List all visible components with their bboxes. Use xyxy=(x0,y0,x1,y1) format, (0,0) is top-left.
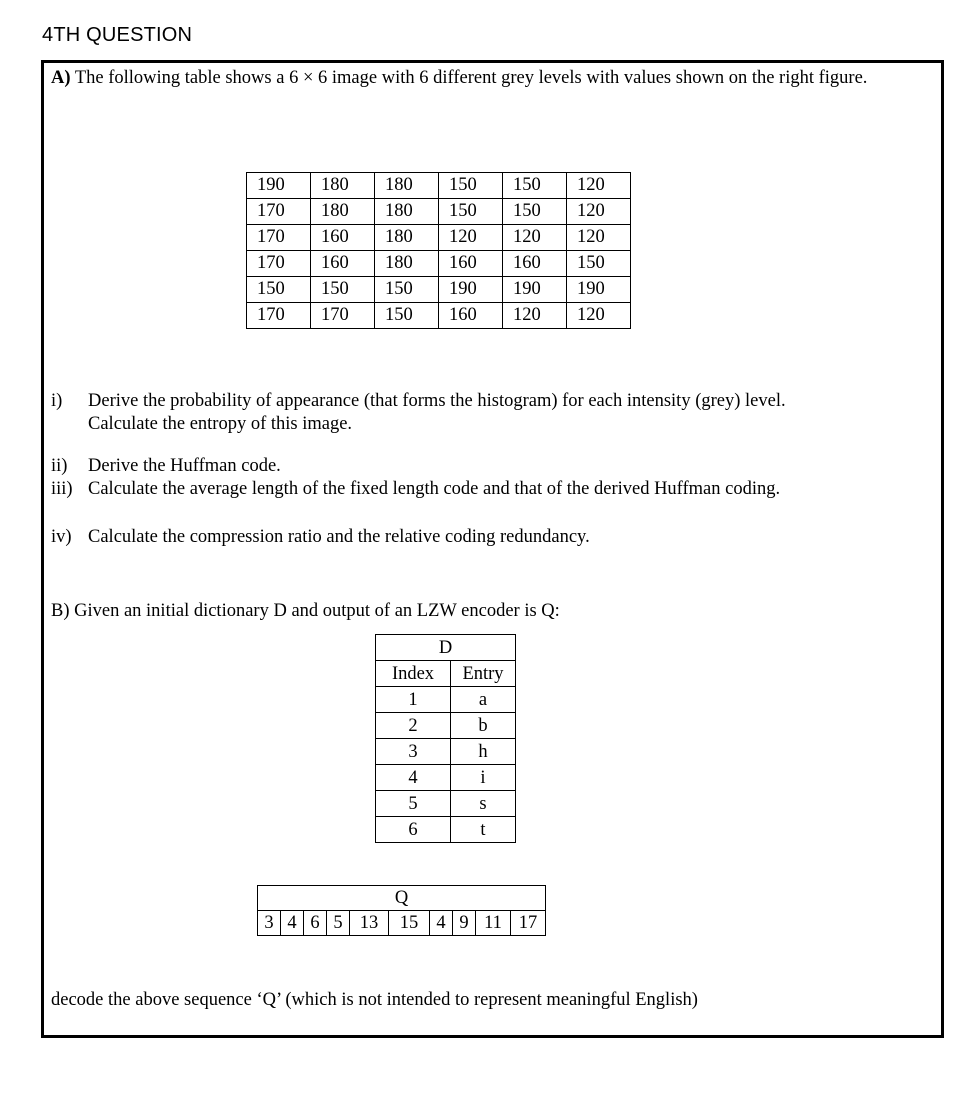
dictionary-row xyxy=(376,791,516,817)
image-table-cell: 170 xyxy=(311,303,375,329)
image-table-cell: 150 xyxy=(439,173,503,199)
image-table-cell: 180 xyxy=(311,173,375,199)
image-table-cell: 150 xyxy=(311,277,375,303)
question-heading: 4TH QUESTION xyxy=(42,24,193,46)
dictionary-entry-cell: s xyxy=(451,791,516,817)
question-number: i) xyxy=(51,391,63,411)
question-text xyxy=(88,478,928,501)
question-line: Derive the Huffman code. xyxy=(88,456,281,476)
dictionary-header-index: Index xyxy=(376,661,451,687)
image-table-cell: 180 xyxy=(375,251,439,277)
image-table-cell: 160 xyxy=(311,225,375,251)
dictionary-row xyxy=(376,765,516,791)
image-table-row xyxy=(247,173,631,199)
question-number: iv) xyxy=(51,527,72,547)
image-table-cell: 170 xyxy=(247,199,311,225)
image-table-row xyxy=(247,251,631,277)
decode-instruction: decode the above sequence ‘Q’ (which is not intended to represent meaningful English) xyxy=(51,990,698,1010)
image-table-cell: 190 xyxy=(439,277,503,303)
image-table-cell: 160 xyxy=(439,251,503,277)
image-table-cell: 150 xyxy=(375,303,439,329)
image-table-cell: 190 xyxy=(503,277,567,303)
dictionary-header-entry: Entry xyxy=(451,661,516,687)
image-table-cell: 150 xyxy=(503,199,567,225)
image-table-cell: 150 xyxy=(247,277,311,303)
lzw-output-sequence-table xyxy=(257,885,546,936)
image-table-cell: 160 xyxy=(439,303,503,329)
q-values-row xyxy=(258,911,546,936)
image-table-cell: 170 xyxy=(247,225,311,251)
image-table-row xyxy=(247,277,631,303)
image-table-cell: 120 xyxy=(503,225,567,251)
dictionary-index-cell: 1 xyxy=(376,687,451,713)
q-value-cell: 4 xyxy=(430,911,453,936)
image-table-row xyxy=(247,303,631,329)
q-value-cell: 3 xyxy=(258,911,281,936)
dictionary-entry-cell: a xyxy=(451,687,516,713)
dictionary-entry-cell: b xyxy=(451,713,516,739)
q-value-cell: 5 xyxy=(327,911,350,936)
image-table-cell: 120 xyxy=(503,303,567,329)
image-table-cell: 170 xyxy=(247,251,311,277)
dictionary-row xyxy=(376,713,516,739)
image-table-cell: 120 xyxy=(439,225,503,251)
question-line: Derive the probability of appearance (that forms the histogram) for each intensity (grey) level. xyxy=(88,391,786,411)
question-number: iii) xyxy=(51,479,73,499)
question-line: Calculate the average length of the fixed length code and that of the derived Huffman coding. xyxy=(88,479,781,499)
dictionary-title: D xyxy=(376,635,516,661)
image-table-cell: 120 xyxy=(567,173,631,199)
q-value-cell: 15 xyxy=(389,911,430,936)
question-text xyxy=(88,526,928,549)
question-number: ii) xyxy=(51,456,68,476)
dictionary-entry-cell: t xyxy=(451,817,516,843)
q-value-cell: 9 xyxy=(453,911,476,936)
part-a-label: A) xyxy=(51,68,71,88)
image-table-cell: 180 xyxy=(375,199,439,225)
image-table-cell: 150 xyxy=(439,199,503,225)
image-table-cell: 180 xyxy=(375,225,439,251)
dictionary-entry-cell: i xyxy=(451,765,516,791)
image-table-cell: 120 xyxy=(567,199,631,225)
image-table-cell: 120 xyxy=(567,303,631,329)
image-table-cell: 180 xyxy=(375,173,439,199)
part-a-intro xyxy=(51,67,921,90)
dictionary-index-cell: 2 xyxy=(376,713,451,739)
dictionary-row xyxy=(376,739,516,765)
lzw-dictionary-table xyxy=(375,634,516,843)
dictionary-entry-cell: h xyxy=(451,739,516,765)
dictionary-header-row xyxy=(376,661,516,687)
q-title: Q xyxy=(258,886,546,911)
q-value-cell: 6 xyxy=(304,911,327,936)
q-value-cell: 11 xyxy=(476,911,511,936)
q-title-row xyxy=(258,886,546,911)
image-table-cell: 120 xyxy=(567,225,631,251)
dictionary-title-row xyxy=(376,635,516,661)
question-frame xyxy=(41,60,944,1038)
q-value-cell: 17 xyxy=(511,911,546,936)
image-table-row xyxy=(247,225,631,251)
image-table-row xyxy=(247,199,631,225)
q-value-cell: 13 xyxy=(350,911,389,936)
part-a-intro-text: The following table shows a 6 × 6 image with 6 different grey levels with values shown on the right figure. xyxy=(74,68,868,88)
question-text xyxy=(88,390,928,436)
image-table-cell: 170 xyxy=(247,303,311,329)
q-value-cell: 4 xyxy=(281,911,304,936)
part-b-intro: B) Given an initial dictionary D and output of an LZW encoder is Q: xyxy=(51,601,560,621)
image-table-cell: 150 xyxy=(503,173,567,199)
image-grey-level-table xyxy=(246,172,631,329)
image-table-cell: 190 xyxy=(567,277,631,303)
image-table-cell: 180 xyxy=(311,199,375,225)
dictionary-row xyxy=(376,687,516,713)
question-line: Calculate the entropy of this image. xyxy=(88,414,353,434)
dictionary-index-cell: 5 xyxy=(376,791,451,817)
dictionary-index-cell: 6 xyxy=(376,817,451,843)
image-table-cell: 160 xyxy=(503,251,567,277)
dictionary-row xyxy=(376,817,516,843)
question-line: Calculate the compression ratio and the relative coding redundancy. xyxy=(88,527,590,547)
question-text xyxy=(88,455,928,478)
image-table-cell: 160 xyxy=(311,251,375,277)
image-table-cell: 190 xyxy=(247,173,311,199)
dictionary-index-cell: 3 xyxy=(376,739,451,765)
image-table-cell: 150 xyxy=(567,251,631,277)
image-table-cell: 150 xyxy=(375,277,439,303)
dictionary-index-cell: 4 xyxy=(376,765,451,791)
